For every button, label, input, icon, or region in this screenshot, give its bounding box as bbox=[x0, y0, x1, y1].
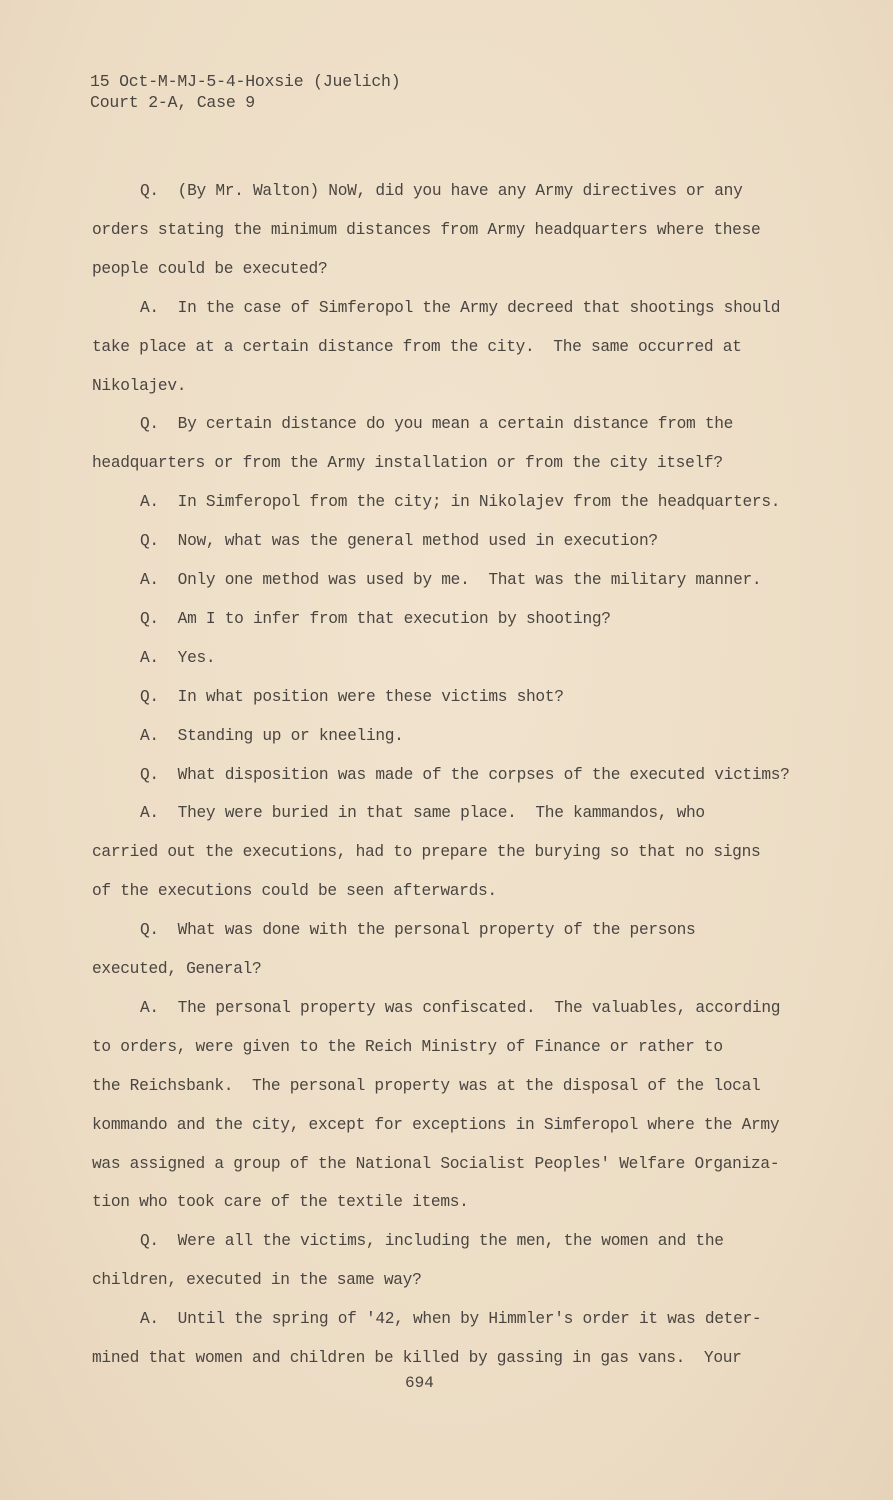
paragraph-line: Nikolajev. bbox=[92, 376, 187, 395]
paragraph-line: tion who took care of the textile items. bbox=[92, 1193, 469, 1212]
paragraph-line-first: A. Yes. bbox=[140, 648, 216, 667]
paragraph-line: executed, General? bbox=[92, 960, 262, 978]
paragraph-line: orders stating the minimum distances from Army headquarters where these bbox=[92, 220, 761, 239]
paragraph-line-first: A. In the case of Simferopol the Army decreed that shootings should bbox=[140, 298, 781, 317]
paragraph-line-first: A. They were buried in that same place. The kammandos, who bbox=[140, 804, 705, 823]
paragraph-line-first: Q. Now, what was the general method used in execution? bbox=[140, 532, 658, 551]
page-number: 694 bbox=[405, 1374, 434, 1392]
paragraph-line: of the executions could be seen afterwards. bbox=[92, 882, 497, 901]
paragraph-line-first: A. In Simferopol from the city; in Nikolajev from the headquarters. bbox=[140, 493, 781, 512]
paragraph-line: the Reichsbank. The personal property was at the disposal of the local bbox=[92, 1076, 761, 1095]
paragraph-line: carried out the executions, had to prepare the burying so that no signs bbox=[92, 843, 761, 862]
header-line-2: Court 2-A, Case 9 bbox=[90, 93, 255, 112]
paragraph-line: take place at a certain distance from the city. The same occurred at bbox=[92, 337, 742, 356]
paragraph-line-first: Q. What disposition was made of the corpses of the executed victims? bbox=[140, 765, 790, 784]
paragraph-line-first: A. The personal property was confiscated. The valuables, according bbox=[140, 998, 781, 1017]
paragraph-line: was assigned a group of the National Socialist Peoples' Welfare Organiza- bbox=[92, 1154, 780, 1173]
paragraph-line-first: Q. In what position were these victims shot? bbox=[140, 687, 564, 706]
paragraph-line: to orders, were given to the Reich Ministry of Finance or rather to bbox=[92, 1037, 723, 1056]
paragraph-line-first: A. Standing up or kneeling. bbox=[140, 726, 404, 745]
paragraph-line-first: Q. Am I to infer from that execution by shooting? bbox=[140, 609, 611, 628]
paragraph-line-first: Q. (By Mr. Walton) NoW, did you have any Army directives or any bbox=[140, 182, 743, 200]
paragraph-line-first: A. Until the spring of '42, when by Himmler's order it was deter- bbox=[140, 1310, 762, 1329]
paragraph-line-first: A. Only one method was used by me. That was the military manner. bbox=[140, 571, 762, 589]
header-line-1: 15 Oct-M-MJ-5-4-Hoxsie (Juelich) bbox=[90, 72, 401, 91]
paragraph-line-first: Q. By certain distance do you mean a certain distance from the bbox=[140, 415, 734, 434]
paragraph-line: headquarters or from the Army installation or from the city itself? bbox=[92, 454, 723, 473]
paragraph-line: people could be executed? bbox=[92, 259, 328, 278]
paragraph-line: children, executed in the same way? bbox=[92, 1271, 422, 1290]
paragraph-line-first: Q. Were all the victims, including the men, the women and the bbox=[140, 1232, 724, 1251]
paragraph-line-first: Q. What was done with the personal property of the persons bbox=[140, 921, 696, 940]
paragraph-line: mined that women and children be killed by gassing in gas vans. Your bbox=[92, 1349, 742, 1367]
paragraph-line: kommando and the city, except for exceptions in Simferopol where the Army bbox=[92, 1115, 780, 1134]
